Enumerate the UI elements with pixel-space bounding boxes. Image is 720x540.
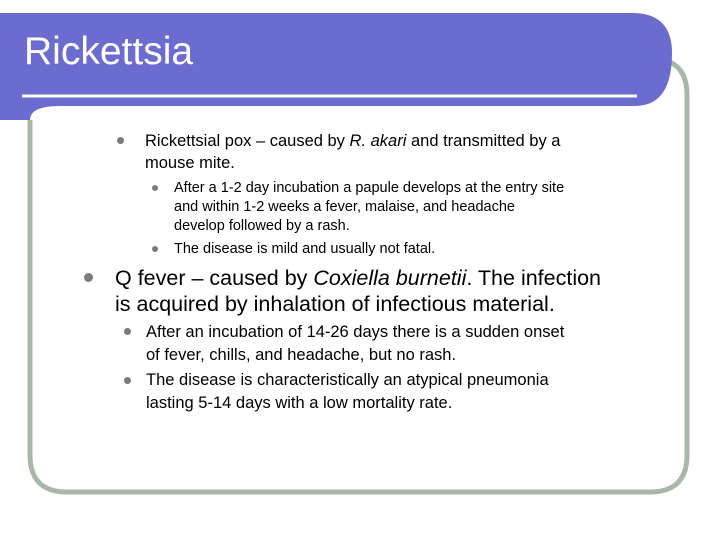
bullet-dot (124, 328, 131, 335)
text-segment: and transmitted by a (406, 132, 561, 150)
item-text-line (115, 266, 601, 291)
bullet-dot (84, 273, 93, 282)
bullet-dot (124, 377, 131, 384)
sub-text-line: The disease is mild and usually not fatal. (174, 241, 436, 257)
item-text-line (145, 132, 560, 151)
organism-name: Coxiella burnetii (313, 266, 467, 290)
sub-text-line: The disease is characteristically an atypical pneumonia (146, 371, 549, 389)
sub-text-line: develop followed by a rash. (174, 218, 350, 234)
text-segment: Rickettsial pox – caused by (145, 132, 350, 150)
sub-text-line: and within 1-2 weeks a fever, malaise, and headache (174, 199, 515, 215)
sub-text-line: After a 1-2 day incubation a papule develops at the entry site (174, 180, 565, 196)
bullet-dot (152, 185, 158, 191)
organism-name: R. akari (349, 132, 407, 150)
item-text-line: is acquired by inhalation of infectious material. (115, 292, 555, 316)
item-text-line: mouse mite. (145, 154, 235, 172)
bullet-dot (152, 246, 158, 252)
text-segment: . The infection (466, 266, 602, 290)
slide-title: Rickettsia (24, 30, 194, 73)
sub-text-line: lasting 5-14 days with a low mortality rate. (146, 394, 453, 412)
bullet-dot (117, 137, 124, 144)
sub-text-line: After an incubation of 14-26 days there is a sudden onset (146, 323, 565, 341)
text-segment: Q fever – caused by (115, 266, 314, 290)
sub-text-line: of fever, chills, and headache, but no rash. (146, 346, 457, 364)
